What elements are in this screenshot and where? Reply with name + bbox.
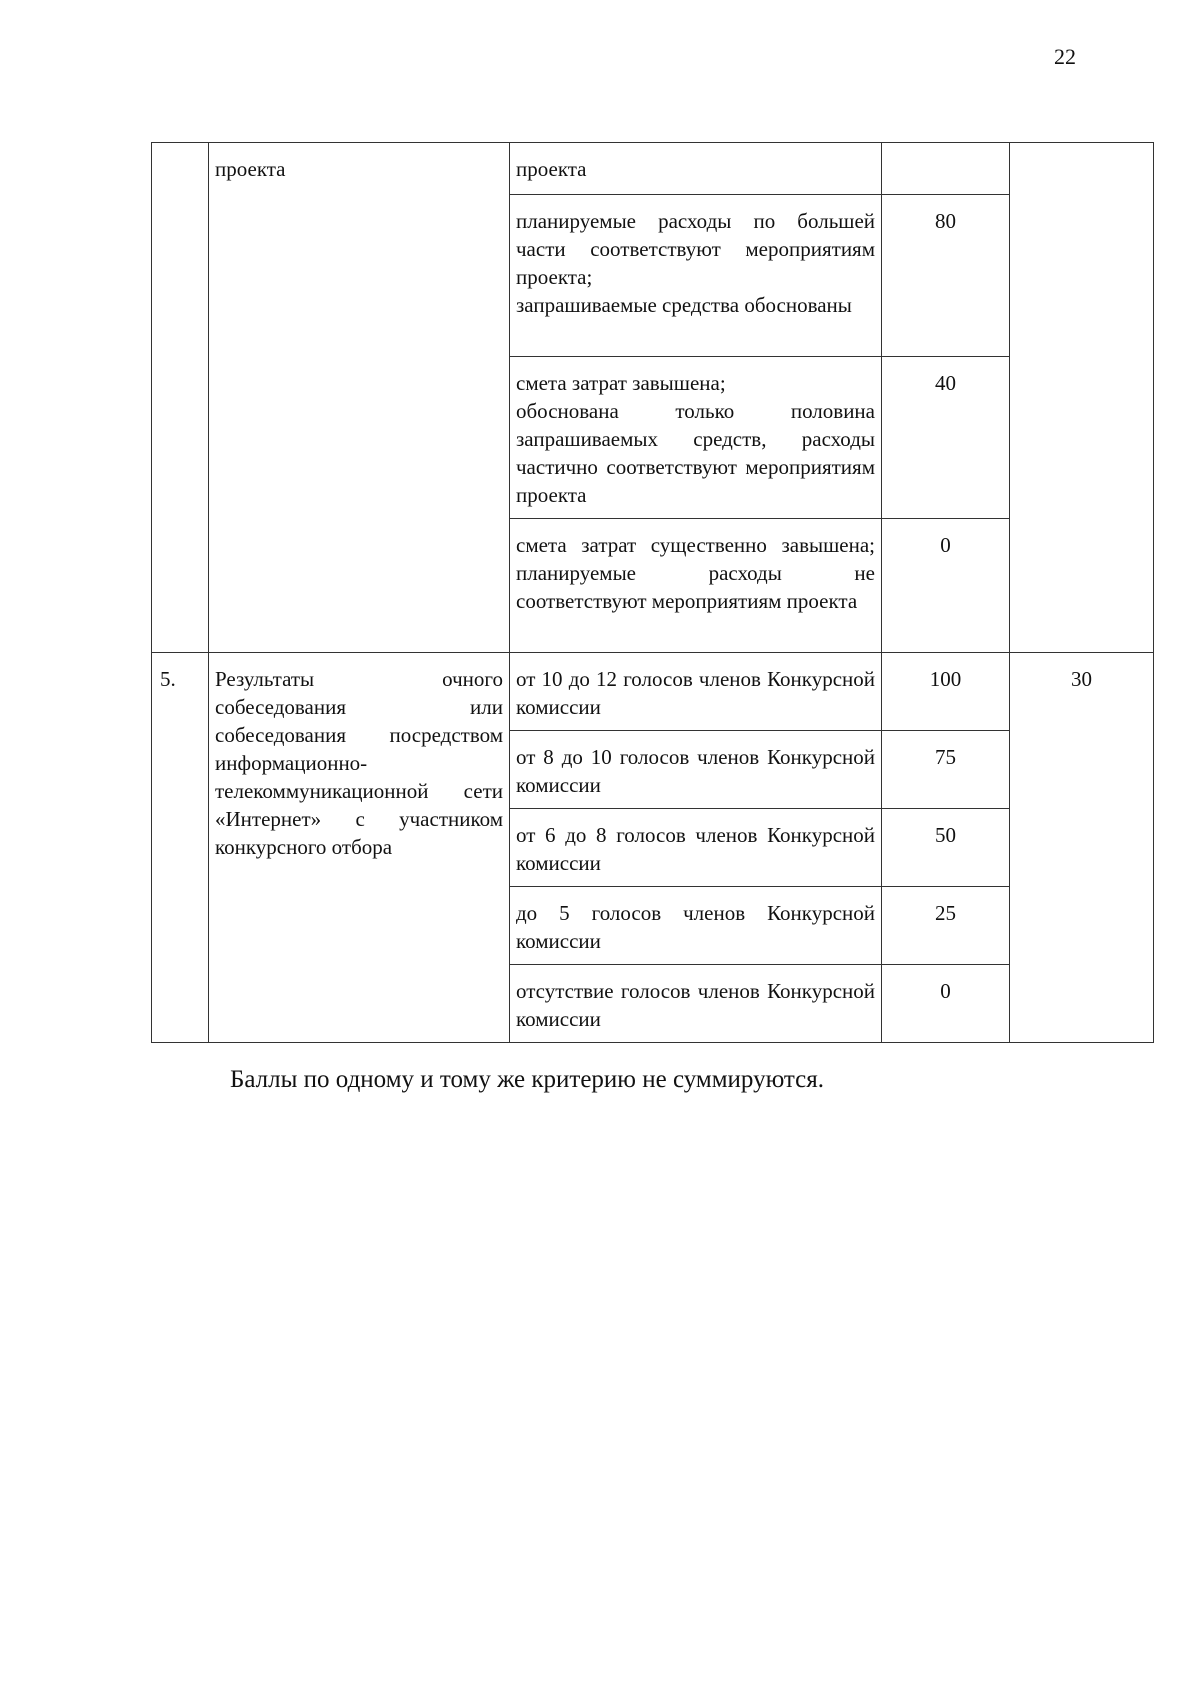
score-cell xyxy=(882,965,1010,1043)
criterion-title-cell xyxy=(209,653,510,1043)
criterion-number-cell xyxy=(152,143,209,653)
score-cell xyxy=(882,143,1010,195)
score-cell xyxy=(882,653,1010,731)
score-description-cell xyxy=(510,195,882,357)
score-description: смета затрат завышена; xyxy=(516,371,726,395)
score-value: 80 xyxy=(935,209,956,233)
score-description: смета затрат существенно завышена; планируемые расходы не соответствуют мероприятиям проекта xyxy=(516,533,875,613)
score-description-cell xyxy=(510,357,882,519)
score-cell xyxy=(882,809,1010,887)
weight-value: 30 xyxy=(1071,667,1092,691)
weight-cell xyxy=(1010,653,1154,1043)
score-value: 40 xyxy=(935,371,956,395)
score-value: 0 xyxy=(940,533,951,557)
score-description: отсутствие голосов членов Конкурсной комиссии xyxy=(516,979,875,1031)
score-cell xyxy=(882,519,1010,653)
score-description-cell xyxy=(510,965,882,1043)
score-description-cell xyxy=(510,143,882,195)
criterion-title: Результаты очного собеседования или собеседования посредством информационно-телекоммуникационной сети «Интернет» с участником конкурсного отбора xyxy=(215,667,503,859)
score-cell xyxy=(882,195,1010,357)
table-row xyxy=(152,143,1154,195)
footnote-text: Баллы по одному и тому же критерию не суммируются. xyxy=(230,1066,825,1093)
score-description-cell xyxy=(510,887,882,965)
page-number: 22 xyxy=(1054,44,1076,69)
score-cell xyxy=(882,887,1010,965)
score-value: 75 xyxy=(935,745,956,769)
criterion-number: 5. xyxy=(160,667,176,691)
score-description-cell xyxy=(510,809,882,887)
score-description: запрашиваемые средства обоснованы xyxy=(516,293,852,317)
score-description: проекта xyxy=(516,157,587,181)
criterion-title: проекта xyxy=(215,157,286,181)
score-description: планируемые расходы по большей части соответствуют мероприятиям проекта; xyxy=(516,209,875,289)
criterion-title-cell xyxy=(209,143,510,653)
score-description: обоснована только половина запрашиваемых средств, расходы частично соответствуют мероприятиям проекта xyxy=(516,399,875,507)
score-description: от 6 до 8 голосов членов Конкурсной комиссии xyxy=(516,823,875,875)
table-row xyxy=(152,653,1154,731)
score-description: до 5 голосов членов Конкурсной комиссии xyxy=(516,901,875,953)
score-value: 100 xyxy=(929,667,962,691)
score-value: 50 xyxy=(935,823,956,847)
score-cell xyxy=(882,357,1010,519)
criterion-number-cell xyxy=(152,653,209,1043)
score-description-cell xyxy=(510,519,882,653)
score-description: от 10 до 12 голосов членов Конкурсной комиссии xyxy=(516,667,875,719)
score-value: 0 xyxy=(940,979,951,1003)
score-description-cell xyxy=(510,653,882,731)
score-cell xyxy=(882,731,1010,809)
score-value: 25 xyxy=(935,901,956,925)
weight-cell xyxy=(1010,143,1154,653)
score-description-cell xyxy=(510,731,882,809)
criteria-table xyxy=(151,142,1154,1043)
score-description: от 8 до 10 голосов членов Конкурсной комиссии xyxy=(516,745,875,797)
